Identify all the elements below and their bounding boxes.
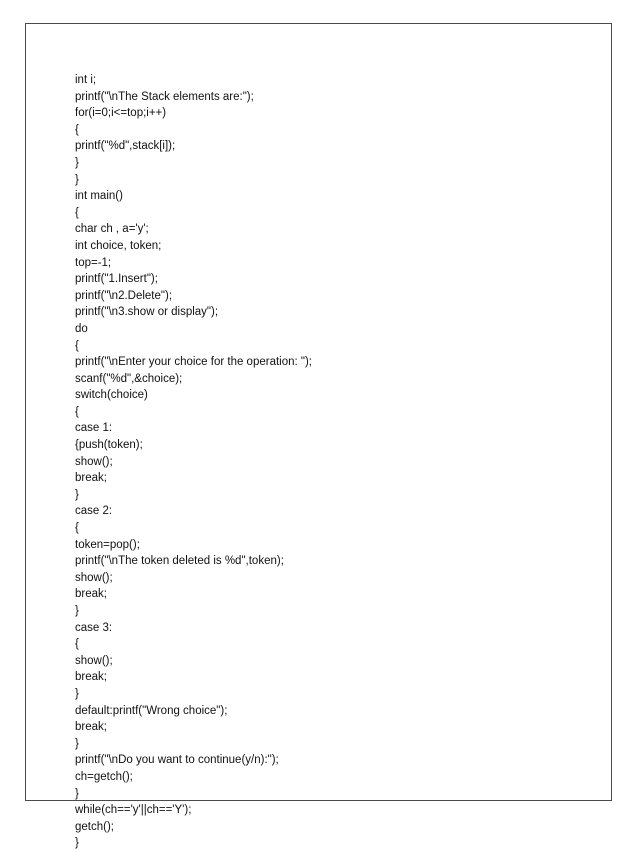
code-line: printf("\nEnter your choice for the operation: "); (75, 356, 313, 369)
code-line: while(ch=='y'||ch=='Y'); (75, 804, 192, 817)
code-line: } (75, 737, 79, 750)
code-line: } (75, 687, 79, 700)
code-line: { (75, 206, 79, 219)
code-line: break; (75, 721, 107, 734)
code-line: } (75, 173, 79, 186)
code-line: printf("\n3.show or display"); (75, 306, 219, 319)
code-line: do (75, 322, 88, 335)
code-line: switch(choice) (75, 389, 148, 402)
code-line: } (75, 787, 79, 800)
code-line: } (75, 837, 79, 850)
code-line: { (75, 405, 79, 418)
code-line: } (75, 488, 79, 501)
code-line: printf("1.Insert"); (75, 273, 158, 286)
code-line: default:printf("Wrong choice"); (75, 704, 228, 717)
code-line: break; (75, 588, 107, 601)
code-line: { (75, 522, 79, 535)
code-line: case 2: (75, 505, 113, 518)
code-line: int main() (75, 190, 123, 203)
code-line: } (75, 605, 79, 617)
code-line: printf("%d",stack[i]); (75, 140, 176, 153)
code-line: break; (75, 671, 107, 684)
code-line: case 1: (75, 422, 113, 435)
code-line: printf("\nDo you want to continue(y/n):"); (75, 754, 279, 767)
code-line: {push(token); (75, 439, 143, 452)
code-line: break; (75, 472, 107, 485)
code-line: int choice, token; (75, 239, 162, 252)
code-line: { (75, 339, 79, 352)
code-line: { (75, 123, 79, 136)
code-line: case 3: (75, 621, 113, 634)
code-block (75, 72, 312, 852)
code-line: token=pop(); (75, 538, 140, 551)
code-line: show(); (75, 571, 113, 584)
code-line: for(i=0;i<=top;i++) (75, 107, 167, 120)
code-line: scanf("%d",&choice); (75, 372, 183, 385)
code-line: show(); (75, 654, 113, 667)
code-line: int i; (75, 74, 97, 86)
code-line: printf("\n2.Delete"); (75, 289, 173, 302)
code-line: printf("\nThe token deleted is %d",token); (75, 555, 284, 568)
code-line: } (75, 156, 79, 169)
code-line: show(); (75, 455, 113, 468)
code-line: top=-1; (75, 256, 112, 269)
code-line: { (75, 638, 79, 651)
code-line: getch(); (75, 820, 114, 833)
code-line: ch=getch(); (75, 770, 133, 783)
code-line: char ch , a='y'; (75, 223, 149, 236)
code-line: printf("\nThe Stack elements are:"); (75, 90, 254, 103)
